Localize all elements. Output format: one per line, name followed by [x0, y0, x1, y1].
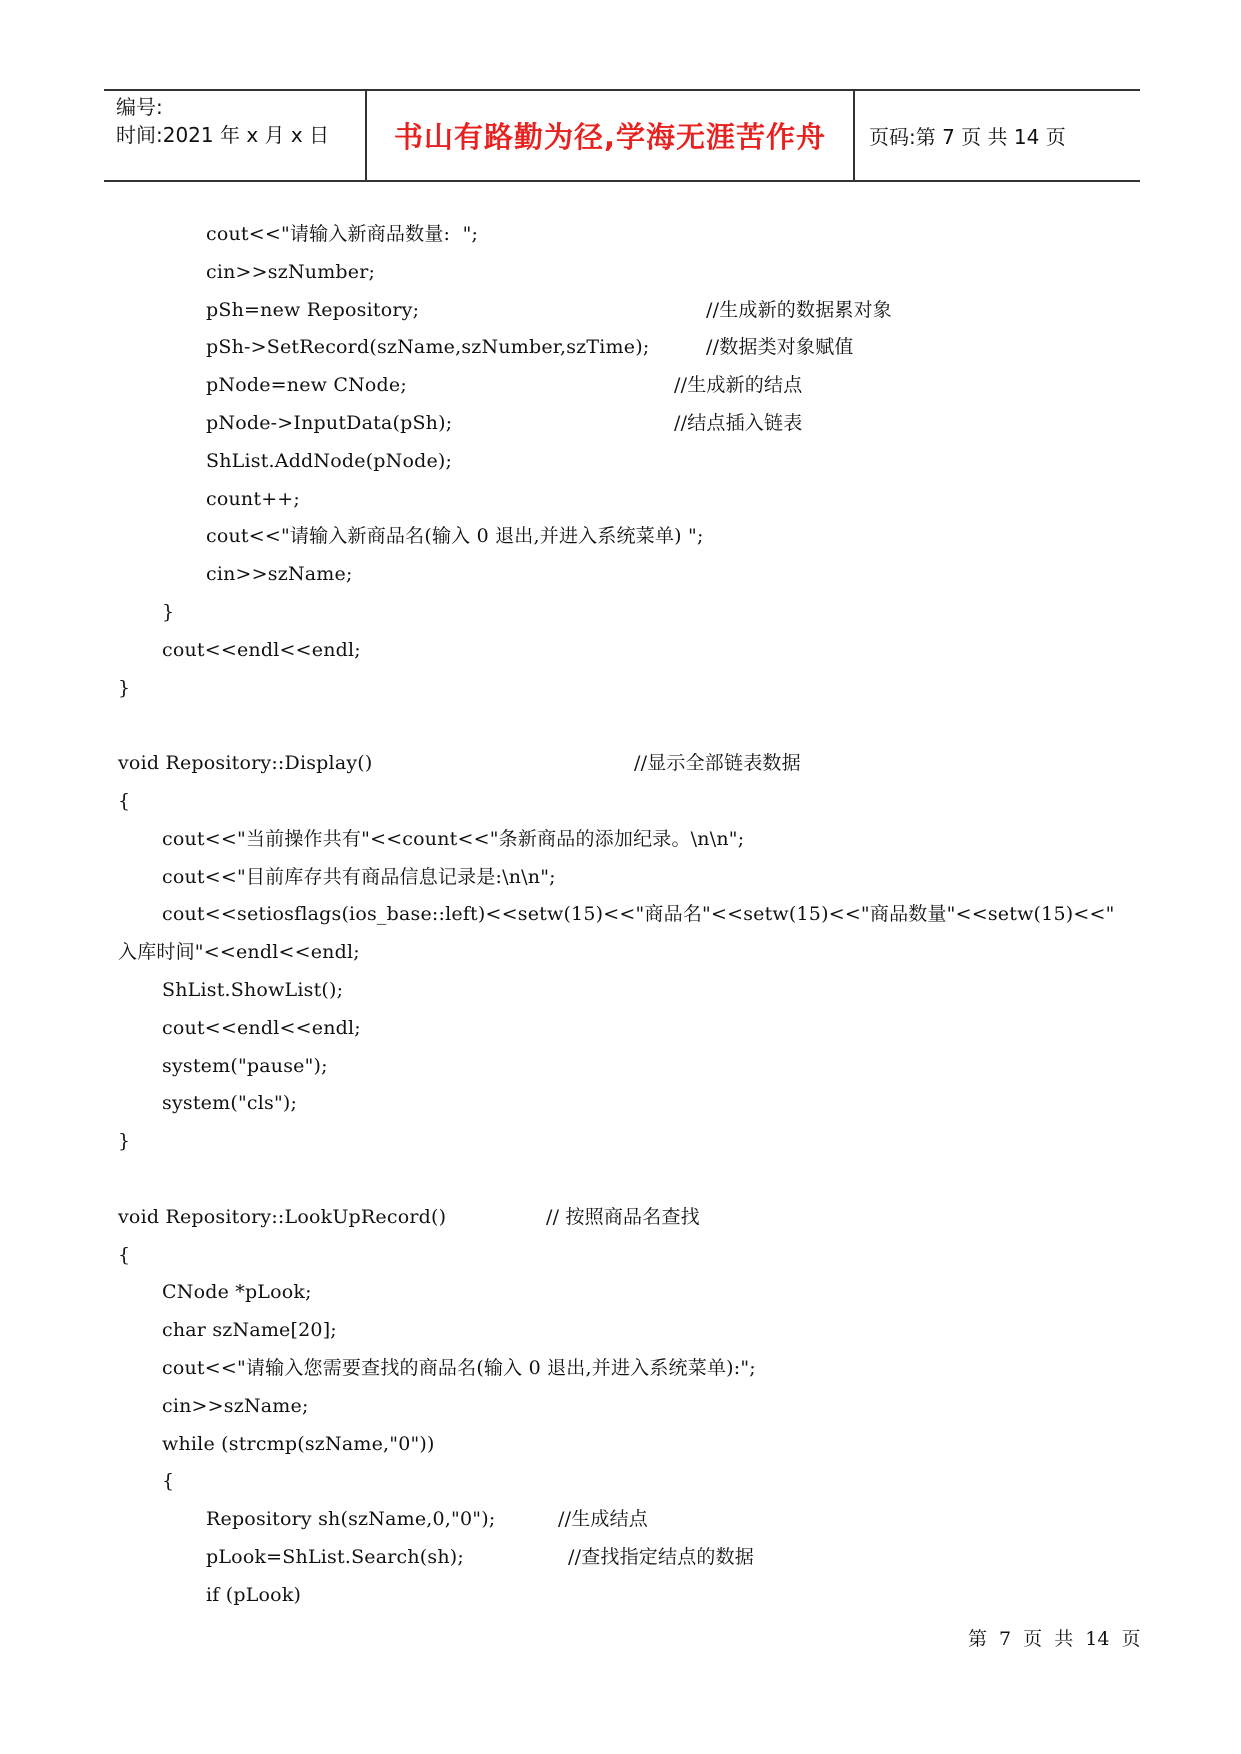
code-comment: // 按照商品名查找	[546, 1205, 700, 1228]
code-line	[118, 783, 1138, 821]
code-line	[118, 367, 1138, 405]
code-line	[118, 745, 1138, 783]
code-text: 入库时间"<<endl<<endl;	[118, 941, 360, 964]
code-text: cout<<"目前库存共有商品信息记录是:\n\n";	[162, 865, 556, 888]
code-text: cout<<"当前操作共有"<<count<<"条新商品的添加纪录。\n\n";	[162, 827, 745, 850]
code-line	[118, 1161, 1138, 1199]
code-line	[118, 821, 1138, 859]
code-text: cin>>szName;	[206, 563, 353, 586]
code-text: {	[118, 789, 131, 812]
document-number-label: 编号:	[116, 95, 163, 119]
code-line	[118, 1123, 1138, 1161]
code-comment: //生成结点	[558, 1508, 649, 1531]
code-line	[118, 292, 1138, 330]
code-comment: //结点插入链表	[674, 411, 803, 434]
code-line	[118, 1463, 1138, 1501]
code-text: ShList.ShowList();	[162, 978, 344, 1001]
code-text: pLook=ShList.Search(sh);	[206, 1545, 465, 1568]
code-text: cout<<setiosflags(ios_base::left)<<setw(15)<<"商品名"<<setw(15)<<"商品数量"<<setw(15)<<"	[162, 903, 1115, 926]
code-line	[118, 254, 1138, 292]
code-line	[118, 934, 1138, 972]
code-text: system("pause");	[162, 1054, 328, 1077]
code-line	[118, 707, 1138, 745]
code-line	[118, 1085, 1138, 1123]
code-text: }	[118, 676, 131, 699]
code-comment: //查找指定结点的数据	[568, 1545, 755, 1568]
code-line	[118, 972, 1138, 1010]
page-footer: 第 7 页 共 14 页	[968, 1628, 1141, 1650]
code-line	[118, 1312, 1138, 1350]
code-line	[118, 329, 1138, 367]
code-text: if (pLook)	[206, 1583, 302, 1606]
code-line	[118, 1010, 1138, 1048]
code-line	[118, 443, 1138, 481]
header-info	[104, 91, 367, 180]
code-text: {	[118, 1243, 131, 1266]
code-line	[118, 1388, 1138, 1426]
code-block	[118, 216, 1138, 1614]
page-header	[104, 89, 1140, 182]
code-line	[118, 1501, 1138, 1539]
code-comment: //生成新的结点	[674, 374, 803, 397]
code-text: {	[162, 1470, 175, 1493]
code-line	[118, 859, 1138, 897]
code-text: cout<<endl<<endl;	[162, 1016, 361, 1039]
code-text: pNode->InputData(pSh);	[206, 411, 453, 434]
code-line	[118, 556, 1138, 594]
code-text: pSh=new Repository;	[206, 298, 420, 321]
code-text: cout<<endl<<endl;	[162, 638, 361, 661]
code-line	[118, 1274, 1138, 1312]
code-line	[118, 1237, 1138, 1275]
header-page-label: 页码:第 7 页 共 14 页	[869, 125, 1066, 149]
code-text: system("cls");	[162, 1092, 298, 1115]
code-line	[118, 896, 1138, 934]
code-text: cin>>szName;	[162, 1394, 309, 1417]
document-time-label: 时间:2021 年 x 月 x 日	[116, 123, 330, 147]
code-comment: //生成新的数据累对象	[706, 298, 893, 321]
code-comment: //数据类对象赋值	[706, 336, 854, 359]
code-line	[118, 518, 1138, 556]
code-text: void Repository::Display()	[118, 752, 373, 775]
code-line	[118, 1350, 1138, 1388]
code-text: CNode *pLook;	[162, 1281, 312, 1304]
header-motto: 书山有路勤为径,学海无涯苦作舟	[367, 91, 855, 180]
code-line	[118, 1539, 1138, 1577]
code-line	[118, 1577, 1138, 1615]
code-line	[118, 216, 1138, 254]
code-text: void Repository::LookUpRecord()	[118, 1205, 447, 1228]
code-line	[118, 1048, 1138, 1086]
code-line	[118, 670, 1138, 708]
code-line	[118, 632, 1138, 670]
code-text: cout<<"请输入新商品数量: ";	[206, 223, 479, 245]
code-text: char szName[20];	[162, 1319, 337, 1342]
code-text: }	[118, 1130, 131, 1153]
code-line	[118, 405, 1138, 443]
code-text: pSh->SetRecord(szName,szNumber,szTime);	[206, 336, 650, 359]
code-text: count++;	[206, 487, 301, 510]
code-text: cout<<"请输入新商品名(输入 0 退出,并进入系统菜单) ";	[206, 525, 704, 548]
code-line	[118, 594, 1138, 632]
code-comment: //显示全部链表数据	[634, 752, 801, 775]
code-text: while (strcmp(szName,"0"))	[162, 1432, 435, 1455]
code-text: Repository sh(szName,0,"0");	[206, 1508, 496, 1531]
code-line	[118, 481, 1138, 519]
code-line	[118, 1199, 1138, 1237]
code-text: ShList.AddNode(pNode);	[206, 449, 453, 472]
code-text: }	[162, 600, 175, 623]
code-text: pNode=new CNode;	[206, 374, 407, 397]
code-line	[118, 1426, 1138, 1464]
code-text: cout<<"请输入您需要查找的商品名(输入 0 退出,并进入系统菜单):";	[162, 1356, 756, 1379]
code-text: cin>>szNumber;	[206, 260, 376, 283]
